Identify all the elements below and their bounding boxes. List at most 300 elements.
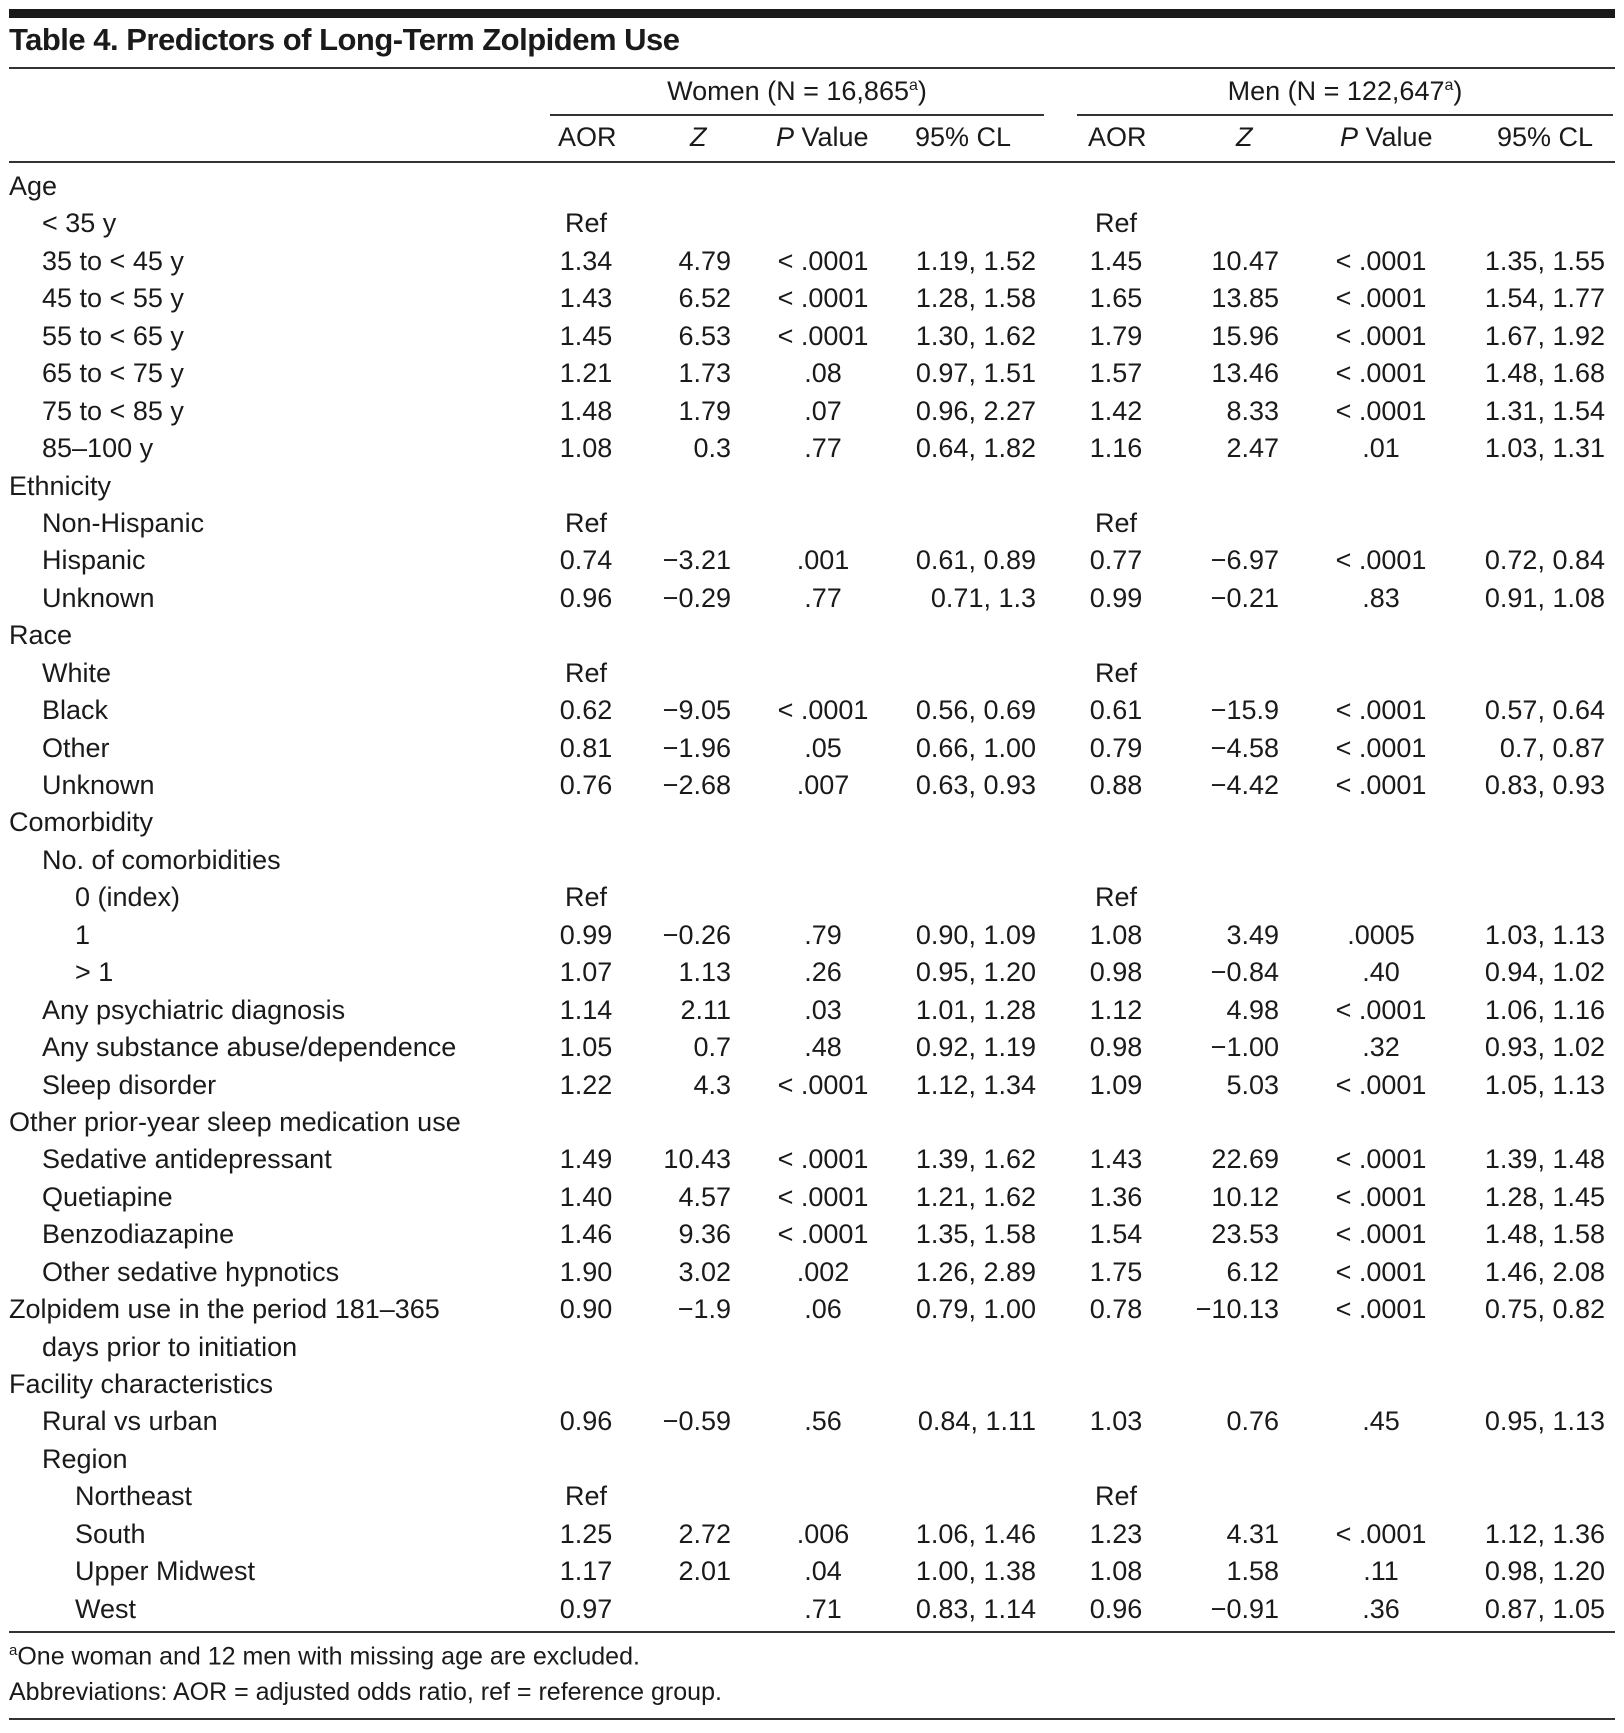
p-label: P [776, 122, 795, 152]
women-aor-cell: 1.17 [559, 1556, 613, 1587]
women-aor-cell: 1.49 [559, 1144, 613, 1175]
row-label: Non-Hispanic [42, 507, 205, 538]
table-row [9, 318, 1615, 355]
row-label: > 1 [75, 957, 114, 988]
table-row [9, 1067, 1615, 1104]
women-aor-cell: 0.97 [559, 1593, 613, 1624]
men-z-cell: −0.84 [1210, 957, 1279, 988]
men-cl-cell: 0.75, 0.82 [1484, 1294, 1605, 1325]
men-p-cell: .01 [1362, 433, 1400, 464]
men-z-cell: 22.69 [1211, 1144, 1279, 1175]
men-aor-cell: Ref [1094, 507, 1138, 538]
men-aor-cell: 1.08 [1089, 1556, 1143, 1587]
men-cl-cell: 1.35, 1.55 [1484, 245, 1605, 276]
women-aor-cell: 1.14 [559, 994, 613, 1025]
women-cl-cell: 0.90, 1.09 [915, 919, 1036, 950]
table-row [9, 243, 1615, 280]
men-z-cell: 1.58 [1226, 1556, 1279, 1587]
table-row [9, 692, 1615, 729]
row-label: Quetiapine [42, 1181, 173, 1212]
men-cl-cell: 0.98, 1.20 [1484, 1556, 1605, 1587]
women-close: ) [917, 76, 927, 106]
table-row [9, 992, 1615, 1029]
women-label: Women (N = 16,865 [667, 76, 909, 106]
women-z-cell: −3.21 [662, 545, 731, 576]
women-aor-cell: 0.76 [559, 770, 613, 800]
women-z-cell: 10.43 [663, 1144, 731, 1175]
women-cl-cell: 0.96, 2.27 [915, 395, 1036, 426]
men-aor-cell: 1.65 [1089, 283, 1143, 314]
table-row [9, 917, 1615, 954]
men-z-cell: −1.00 [1210, 1032, 1279, 1063]
women-z-cell: 3.02 [678, 1256, 731, 1287]
women-z-cell: 2.72 [678, 1518, 731, 1549]
men-z-cell: −15.9 [1210, 695, 1279, 726]
men-z-cell: 4.31 [1226, 1518, 1279, 1549]
men-aor-cell: 0.98 [1089, 957, 1143, 988]
women-z-cell: 1.79 [678, 395, 731, 426]
row-label: Zolpidem use in the period 181–365 [9, 1294, 440, 1325]
men-z-cell: −10.13 [1195, 1294, 1279, 1325]
women-p-cell: .007 [796, 770, 850, 800]
footnote-a-text: One woman and 12 men with missing age are excluded. [17, 1642, 640, 1671]
table-row [9, 205, 1615, 242]
men-z-cell: 10.12 [1211, 1181, 1279, 1212]
men-cl-cell: 0.83, 0.93 [1484, 770, 1605, 800]
value-label: Value [1358, 122, 1433, 152]
women-p-cell: .71 [804, 1593, 842, 1624]
row-label: Rural vs urban [42, 1406, 218, 1437]
men-aor-cell: 0.88 [1089, 770, 1143, 800]
row-label: days prior to initiation [42, 1331, 298, 1362]
men-cl-cell: 0.7, 0.87 [1499, 732, 1605, 763]
women-aor-cell: 0.90 [559, 1294, 613, 1325]
women-z-cell: −1.9 [677, 1294, 731, 1325]
men-p-cell: < .0001 [1335, 1069, 1427, 1100]
row-label: 85–100 y [42, 433, 154, 464]
women-p-cell: .26 [804, 957, 842, 988]
women-z-cell: 1.73 [678, 358, 731, 389]
men-p-cell: .11 [1363, 1556, 1399, 1587]
men-cl-cell: 0.91, 1.08 [1484, 582, 1605, 613]
men-p-cell: < .0001 [1335, 1181, 1427, 1212]
men-p-cell: < .0001 [1335, 245, 1427, 276]
women-aor-cell: 1.46 [559, 1219, 613, 1250]
women-aor-cell: 0.62 [559, 695, 613, 726]
table-row [9, 655, 1615, 692]
men-cl-cell: 1.31, 1.54 [1484, 395, 1605, 426]
women-aor-cell: 1.05 [559, 1032, 613, 1063]
women-aor-cell: 1.25 [559, 1518, 613, 1549]
men-p-cell: < .0001 [1335, 695, 1427, 726]
women-aor-cell: 0.81 [559, 732, 613, 763]
women-aor-cell: 0.96 [559, 1406, 613, 1437]
men-aor-cell: 1.12 [1089, 994, 1143, 1025]
row-label: Benzodiazapine [42, 1219, 235, 1250]
men-p-cell: .36 [1362, 1593, 1400, 1624]
men-cl-cell: 1.67, 1.92 [1484, 320, 1605, 351]
women-p-cell: .48 [804, 1032, 842, 1063]
row-label: 0 (index) [75, 882, 181, 913]
women-cl-cell: 0.79, 1.00 [915, 1294, 1036, 1325]
table-row [9, 804, 1615, 841]
women-p-cell: .002 [796, 1256, 850, 1287]
women-p-cell: < .0001 [777, 320, 869, 351]
row-label: Sedative antidepressant [42, 1144, 332, 1175]
row-label: Other sedative hypnotics [42, 1256, 340, 1287]
women-aor-cell: 1.22 [559, 1069, 613, 1100]
row-label: Ethnicity [9, 470, 112, 501]
men-aor-cell: 1.57 [1089, 358, 1143, 389]
men-z-cell: 15.96 [1211, 320, 1279, 351]
row-label: 45 to < 55 y [42, 283, 184, 314]
footnote-abbreviations: Abbreviations: AOR = adjusted odds ratio, ref = reference group. [9, 1678, 722, 1706]
women-z-cell: −2.68 [662, 770, 731, 800]
women-p-cell: .05 [804, 732, 842, 763]
men-p-cell: < .0001 [1335, 358, 1427, 389]
col-z-men [1236, 122, 1253, 153]
row-label: No. of comorbidities [42, 844, 281, 875]
women-aor-cell: 1.43 [559, 283, 613, 314]
col-aor-women: AOR [558, 122, 617, 152]
women-aor-cell: 1.21 [559, 358, 613, 389]
table-row [9, 430, 1615, 467]
women-cl-cell: 1.21, 1.62 [915, 1181, 1036, 1212]
women-z-cell: 4.3 [693, 1069, 731, 1100]
women-p-cell: < .0001 [777, 283, 869, 314]
women-footnote-mark: a [908, 77, 918, 94]
bottom-rule [9, 1718, 1615, 1720]
title-rule [9, 67, 1615, 69]
table-row [9, 280, 1615, 317]
table-row [9, 168, 1615, 205]
table-row [9, 393, 1615, 430]
women-p-cell: .77 [804, 433, 842, 464]
table-row [9, 879, 1615, 916]
men-p-cell: < .0001 [1335, 1219, 1427, 1250]
men-aor-cell: Ref [1094, 882, 1138, 913]
men-aor-cell: 1.42 [1089, 395, 1143, 426]
men-aor-cell: 1.08 [1089, 919, 1143, 950]
women-aor-cell: 1.08 [559, 433, 613, 464]
women-aor-cell: 1.07 [559, 957, 613, 988]
women-z-cell: 0.3 [693, 433, 731, 464]
men-aor-cell: 0.77 [1089, 545, 1143, 576]
women-p-cell: < .0001 [777, 245, 869, 276]
men-cl-cell: 1.28, 1.45 [1484, 1181, 1605, 1212]
table-row [9, 954, 1615, 991]
row-label: 65 to < 75 y [42, 358, 184, 389]
z-label: Z [690, 122, 707, 152]
col-cl-men: 95% CL [1497, 122, 1594, 152]
men-group-rule [1077, 114, 1613, 116]
women-aor-cell: 1.34 [559, 245, 613, 276]
header-rule [9, 161, 1615, 163]
women-p-cell: < .0001 [777, 695, 869, 726]
p-label: P [1340, 122, 1359, 152]
table-row [9, 842, 1615, 879]
row-label: Any substance abuse/dependence [42, 1032, 457, 1063]
men-p-cell: < .0001 [1335, 320, 1427, 351]
women-aor-cell: 0.74 [559, 545, 613, 576]
men-aor-cell: 1.54 [1089, 1219, 1143, 1250]
men-p-cell: < .0001 [1335, 1144, 1427, 1175]
men-p-cell: < .0001 [1335, 770, 1427, 800]
women-p-cell: .04 [804, 1556, 842, 1587]
men-aor-cell: 1.23 [1089, 1518, 1143, 1549]
table-row [9, 1591, 1615, 1628]
row-label: Facility characteristics [9, 1369, 274, 1399]
men-z-cell: 5.03 [1226, 1069, 1279, 1100]
men-p-cell: < .0001 [1335, 545, 1427, 576]
women-cl-cell: 0.66, 1.00 [915, 732, 1036, 763]
women-cl-cell: 1.19, 1.52 [915, 245, 1036, 276]
men-z-cell: 10.47 [1211, 245, 1279, 276]
table-row [9, 1104, 1615, 1141]
table-body [9, 168, 1615, 1628]
women-cl-cell: 0.71, 1.3 [930, 582, 1036, 613]
men-z-cell: 0.76 [1226, 1406, 1279, 1437]
women-z-cell: −9.05 [662, 695, 731, 726]
women-cl-cell: 1.00, 1.38 [915, 1556, 1036, 1587]
women-z-cell: 2.01 [678, 1556, 731, 1587]
row-label: Upper Midwest [75, 1556, 256, 1587]
col-aor-men: AOR [1088, 122, 1147, 152]
men-aor-cell: 0.98 [1089, 1032, 1143, 1063]
row-label: White [42, 657, 112, 688]
table-row [9, 1366, 1615, 1403]
women-aor-cell: Ref [564, 1481, 608, 1512]
col-p-women [776, 122, 869, 153]
men-z-cell: −6.97 [1210, 545, 1279, 576]
women-p-cell: .001 [796, 545, 850, 576]
men-aor-cell: Ref [1094, 208, 1138, 239]
women-p-cell: < .0001 [777, 1144, 869, 1175]
table-row [9, 1029, 1615, 1066]
women-cl-cell: 0.92, 1.19 [915, 1032, 1036, 1063]
women-p-cell: .006 [796, 1518, 850, 1549]
row-label: 55 to < 65 y [42, 320, 184, 351]
men-p-cell: .40 [1362, 957, 1400, 988]
table-row [9, 1553, 1615, 1590]
women-z-cell: 4.57 [678, 1181, 731, 1212]
men-cl-cell: 0.94, 1.02 [1484, 957, 1605, 988]
women-cl-cell: 1.12, 1.34 [915, 1069, 1036, 1100]
table-row [9, 355, 1615, 392]
men-aor-cell: 0.99 [1089, 582, 1143, 613]
men-aor-cell: 1.36 [1089, 1181, 1143, 1212]
women-p-cell: < .0001 [777, 1069, 869, 1100]
row-label: Comorbidity [9, 807, 154, 838]
women-cl-cell: 0.84, 1.11 [917, 1406, 1036, 1437]
row-label: West [75, 1593, 137, 1624]
row-label: Northeast [75, 1481, 193, 1512]
men-p-cell: < .0001 [1335, 994, 1427, 1025]
group-header-women [550, 76, 1044, 107]
men-p-cell: < .0001 [1335, 1518, 1427, 1549]
women-z-cell: 2.11 [680, 994, 731, 1025]
men-z-cell: 6.12 [1226, 1256, 1279, 1287]
row-label: Unknown [42, 582, 155, 613]
col-p-men [1340, 122, 1433, 153]
row-label: Hispanic [42, 545, 146, 576]
men-cl-cell: 1.05, 1.13 [1484, 1069, 1605, 1100]
men-z-cell: −0.21 [1210, 582, 1279, 613]
women-p-cell: .77 [804, 582, 842, 613]
men-aor-cell: 0.78 [1089, 1294, 1143, 1325]
row-label: South [75, 1518, 146, 1549]
women-aor-cell: 1.48 [559, 395, 613, 426]
col-z-women [690, 122, 707, 153]
women-aor-cell: Ref [564, 657, 608, 688]
men-aor-cell: 1.79 [1089, 320, 1143, 351]
men-p-cell: .32 [1362, 1032, 1400, 1063]
men-z-cell: 23.53 [1211, 1219, 1279, 1250]
men-aor-cell: Ref [1094, 1481, 1138, 1512]
women-z-cell: 0.7 [693, 1032, 731, 1063]
women-p-cell: .08 [804, 358, 842, 389]
men-cl-cell: 0.93, 1.02 [1484, 1032, 1605, 1063]
table-row [9, 580, 1615, 617]
row-label: Unknown [42, 770, 155, 800]
women-cl-cell: 0.83, 1.14 [915, 1593, 1036, 1624]
men-aor-cell: 0.61 [1089, 695, 1143, 726]
men-cl-cell: 1.54, 1.77 [1484, 283, 1605, 314]
women-cl-cell: 0.97, 1.51 [915, 358, 1036, 389]
table-row [9, 1478, 1615, 1515]
row-label: Age [9, 171, 58, 201]
men-cl-cell: 1.03, 1.13 [1484, 919, 1605, 950]
table-row [9, 1516, 1615, 1553]
men-cl-cell: 0.72, 0.84 [1484, 545, 1605, 576]
men-label: Men (N = 122,647 [1227, 76, 1445, 106]
table-row [9, 617, 1615, 654]
men-z-cell: 13.46 [1211, 358, 1279, 389]
men-cl-cell: 0.95, 1.13 [1484, 1406, 1605, 1437]
women-p-cell: .06 [804, 1294, 842, 1325]
men-cl-cell: 1.46, 2.08 [1484, 1256, 1605, 1287]
women-z-cell: −0.26 [662, 919, 731, 950]
men-z-cell: −4.58 [1210, 732, 1279, 763]
row-label: Black [42, 695, 109, 726]
z-label: Z [1236, 122, 1253, 152]
women-cl-cell: 0.95, 1.20 [915, 957, 1036, 988]
women-cl-cell: 1.06, 1.46 [915, 1518, 1036, 1549]
women-z-cell: 6.53 [678, 320, 731, 351]
row-label: Other prior-year sleep medication use [9, 1106, 461, 1137]
women-p-cell: .03 [804, 994, 842, 1025]
women-aor-cell: 0.96 [559, 582, 613, 613]
women-cl-cell: 1.01, 1.28 [915, 994, 1036, 1025]
women-aor-cell: 1.90 [559, 1256, 613, 1287]
men-z-cell: 13.85 [1211, 283, 1279, 314]
table-row [9, 1291, 1615, 1328]
women-aor-cell: 0.99 [559, 919, 613, 950]
table-row [9, 1441, 1615, 1478]
row-label: < 35 y [42, 208, 117, 239]
men-footnote-mark: a [1444, 77, 1454, 94]
men-aor-cell: 1.03 [1089, 1406, 1143, 1437]
men-aor-cell: 1.45 [1089, 245, 1143, 276]
women-cl-cell: 0.56, 0.69 [915, 695, 1036, 726]
value-label: Value [794, 122, 869, 152]
table-row [9, 1216, 1615, 1253]
table-row [9, 505, 1615, 542]
women-p-cell: < .0001 [777, 1181, 869, 1212]
men-close: ) [1453, 76, 1463, 106]
row-label: 1 [75, 919, 91, 950]
women-aor-cell: Ref [564, 507, 608, 538]
row-label: Other [42, 732, 110, 763]
women-cl-cell: 1.28, 1.58 [915, 283, 1036, 314]
women-aor-cell: 1.45 [559, 320, 613, 351]
men-aor-cell: 0.96 [1089, 1593, 1143, 1624]
table-title: Table 4. Predictors of Long-Term Zolpidem Use [9, 22, 680, 57]
table-row [9, 542, 1615, 579]
women-z-cell: 4.79 [678, 245, 731, 276]
table-row [9, 1403, 1615, 1440]
row-label: Any psychiatric diagnosis [42, 994, 346, 1025]
women-cl-cell: 1.35, 1.58 [915, 1219, 1036, 1250]
men-aor-cell: 1.75 [1089, 1256, 1143, 1287]
women-z-cell: 1.13 [678, 957, 731, 988]
men-p-cell: .83 [1362, 582, 1400, 613]
women-cl-cell: 0.64, 1.82 [915, 433, 1036, 464]
men-p-cell: < .0001 [1335, 395, 1427, 426]
table-row [9, 468, 1615, 505]
men-aor-cell: Ref [1094, 657, 1138, 688]
men-z-cell: 2.47 [1226, 433, 1279, 464]
women-z-cell: 9.36 [678, 1219, 731, 1250]
women-cl-cell: 1.30, 1.62 [915, 320, 1036, 351]
men-aor-cell: 1.43 [1089, 1144, 1143, 1175]
women-cl-cell: 1.39, 1.62 [915, 1144, 1036, 1175]
men-z-cell: 8.33 [1226, 395, 1279, 426]
women-aor-cell: Ref [564, 882, 608, 913]
women-group-rule [550, 114, 1044, 116]
men-cl-cell: 1.48, 1.58 [1484, 1219, 1605, 1250]
table-row [9, 730, 1615, 767]
row-label: Sleep disorder [42, 1069, 217, 1100]
women-aor-cell: 1.40 [559, 1181, 613, 1212]
row-label: Region [42, 1443, 128, 1474]
body-bottom-rule [9, 1631, 1615, 1633]
women-z-cell: 6.52 [678, 283, 731, 314]
women-z-cell: −0.29 [662, 582, 731, 613]
men-p-cell: .45 [1362, 1406, 1400, 1437]
men-p-cell: < .0001 [1335, 1256, 1427, 1287]
row-label: 35 to < 45 y [42, 245, 184, 276]
men-aor-cell: 0.79 [1089, 732, 1143, 763]
women-z-cell: −1.96 [662, 732, 731, 763]
men-aor-cell: 1.09 [1089, 1069, 1143, 1100]
women-p-cell: .79 [804, 919, 842, 950]
table-row [9, 1329, 1615, 1366]
men-cl-cell: 0.57, 0.64 [1484, 695, 1605, 726]
footnote-a [9, 1642, 640, 1671]
men-cl-cell: 1.48, 1.68 [1484, 358, 1605, 389]
row-label: 75 to < 85 y [42, 395, 184, 426]
men-z-cell: 4.98 [1226, 994, 1279, 1025]
women-cl-cell: 0.63, 0.93 [915, 770, 1036, 800]
men-cl-cell: 1.03, 1.31 [1484, 433, 1605, 464]
top-bar [9, 9, 1615, 18]
table-row [9, 1141, 1615, 1178]
men-cl-cell: 1.12, 1.36 [1484, 1518, 1605, 1549]
men-cl-cell: 1.39, 1.48 [1484, 1144, 1605, 1175]
men-p-cell: < .0001 [1335, 1294, 1427, 1325]
table-row [9, 1179, 1615, 1216]
